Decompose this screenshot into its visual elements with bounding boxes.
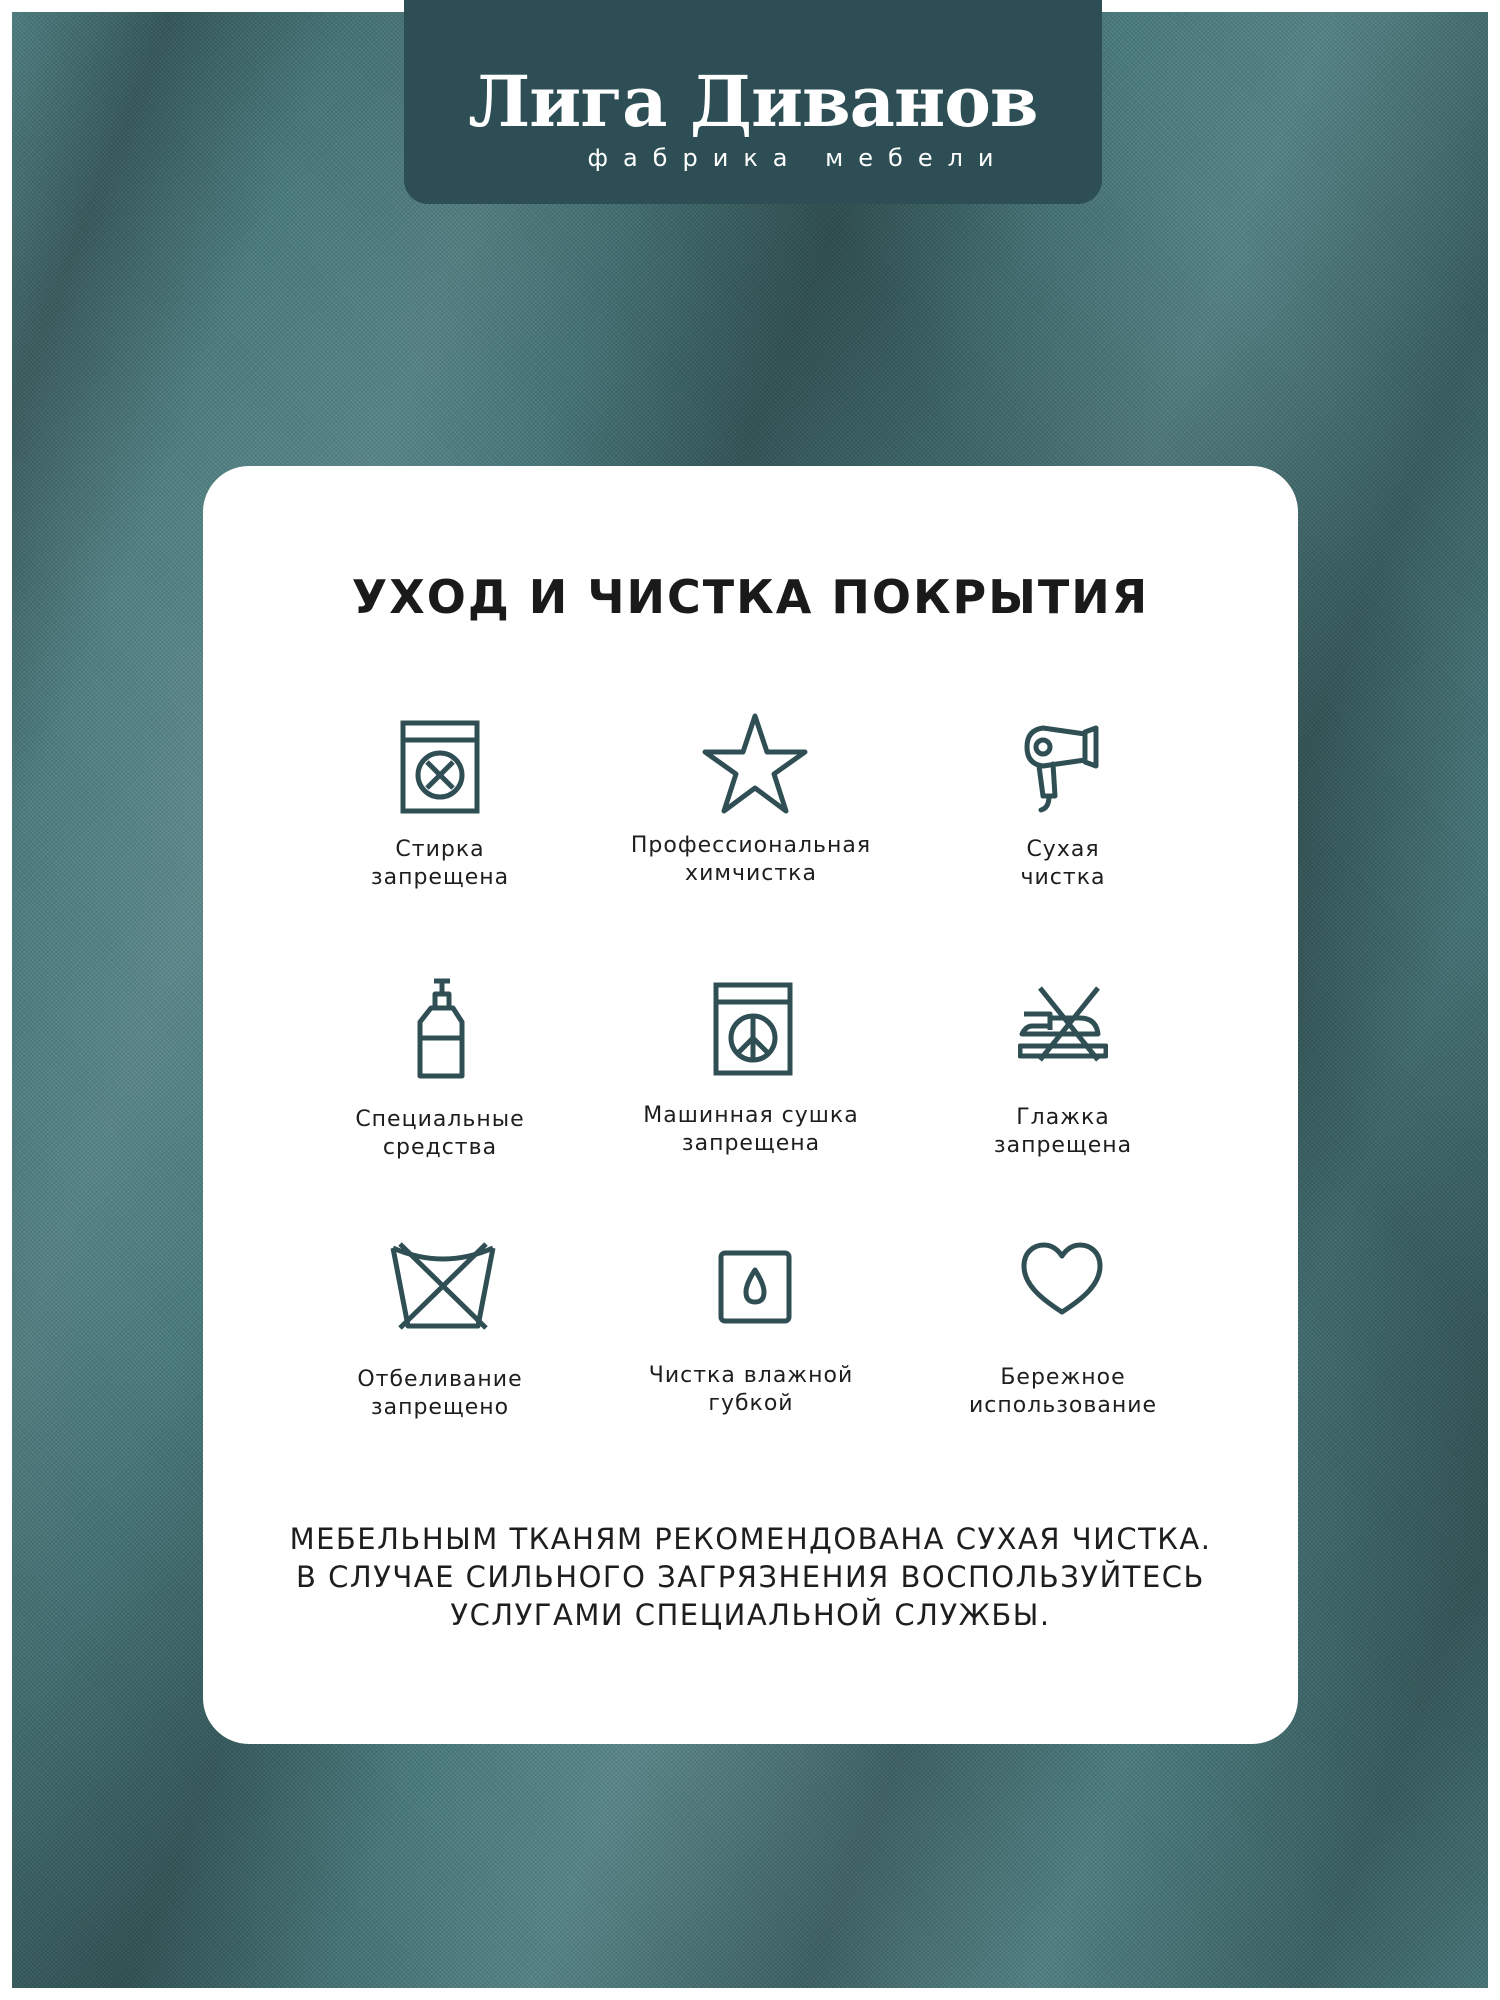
heart-icon: [1020, 1242, 1104, 1316]
tumble-dryer-crossed-icon: [713, 982, 793, 1076]
label-no-ironing: Глажка запрещена: [993, 1105, 1133, 1158]
wet-sponge-icon: [718, 1250, 792, 1324]
label-professional-dry-cleaning: Профессиональная химчистка: [630, 833, 872, 886]
label-no-bleach: Отбеливание запрещено: [357, 1367, 523, 1420]
label-careful-use: Бережное использование: [968, 1365, 1158, 1418]
label-no-washing: Стирка запрещена: [370, 837, 510, 890]
care-note: МЕБЕЛЬНЫМ ТКАНЯМ РЕКОМЕНДОВАНА СУХАЯ ЧИСТКА. В СЛУЧАЕ СИЛЬНОГО ЗАГРЯЗНЕНИЯ ВОСПОЛЬЗУЙТЕСЬ УСЛУГАМИ СПЕЦИАЛЬНОЙ СЛУЖБЫ.: [289, 1522, 1212, 1632]
brand-name: Лига Диванов: [468, 60, 1038, 143]
bleach-crossed-icon: [390, 1240, 496, 1332]
label-no-tumble-dry: Машинная сушка запрещена: [643, 1103, 859, 1156]
star-icon: [700, 712, 810, 816]
hair-dryer-icon: [1023, 720, 1103, 814]
iron-crossed-icon: [1018, 984, 1108, 1064]
brand-tagline: фабрика мебели: [587, 144, 1009, 172]
label-dry-cleaning: Сухая чистка: [1020, 837, 1106, 890]
washing-machine-crossed-icon: [400, 720, 480, 814]
care-card: [203, 466, 1298, 1744]
soap-dispenser-icon: [416, 978, 466, 1080]
card-title: УХОД И ЧИСТКА ПОКРЫТИЯ: [351, 570, 1150, 624]
brand-logo: [404, 0, 1102, 204]
label-special-products: Специальные средства: [355, 1107, 525, 1160]
label-wet-sponge-cleaning: Чистка влажной губкой: [648, 1363, 854, 1416]
